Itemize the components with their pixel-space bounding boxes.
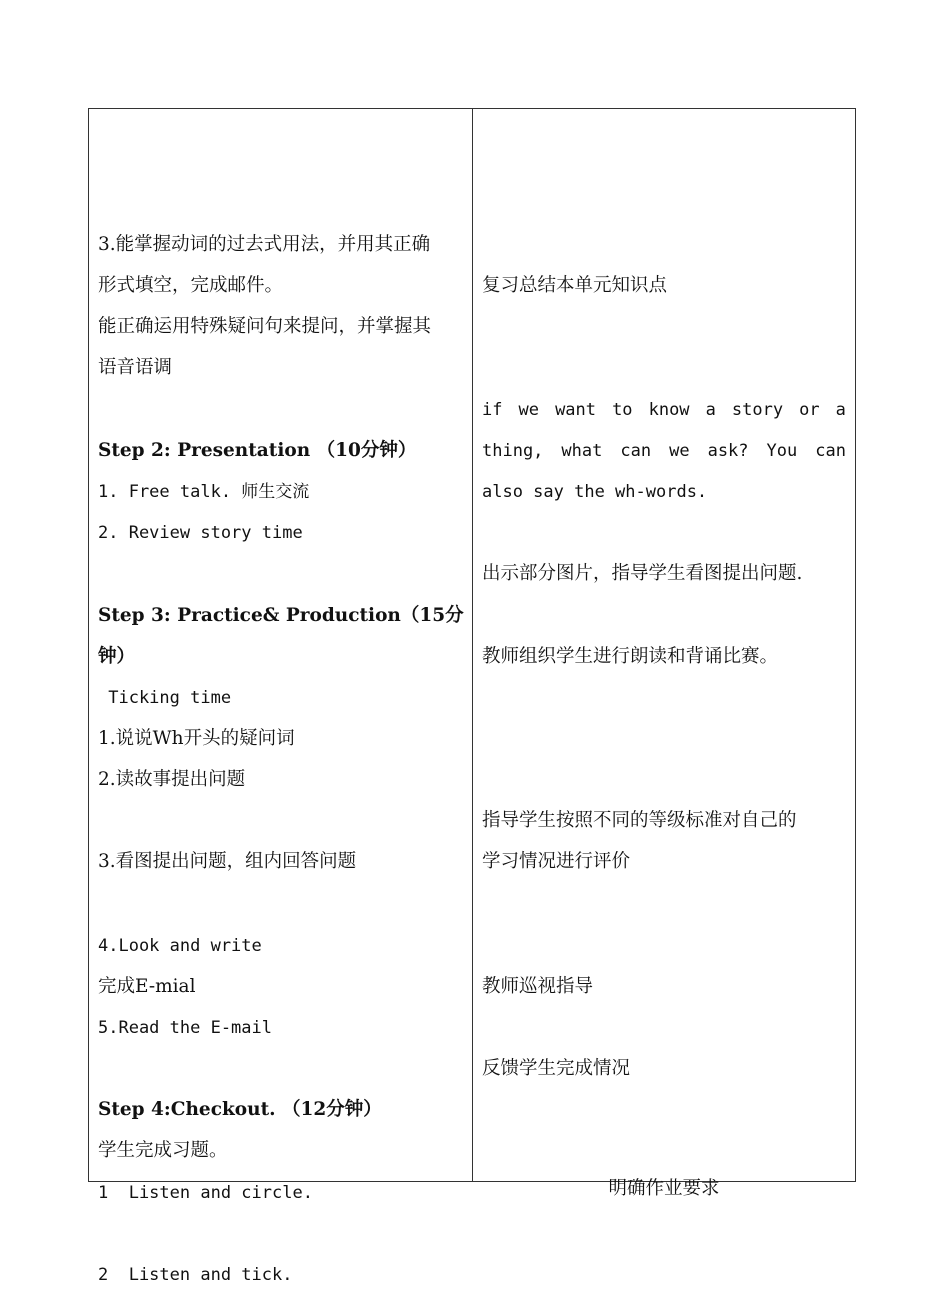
teacher-activities-column [473,109,855,1199]
step4-heading: Step 4:Checkout. （12分钟） [98,1099,382,1120]
question-word: we [518,400,540,420]
step4-intro: 学生完成习题。 [98,1140,228,1161]
step3-item4-sub: 完成E-mial [98,976,196,997]
step3-heading-line1: Step 3: Practice& Production（15分 [98,605,464,626]
evaluation-line1: 指导学生按照不同的等级标准对自己的 [482,810,797,831]
question-word: to [612,400,633,420]
question-line1 [482,398,846,422]
question-word: we [669,441,690,461]
question-word: can [620,441,652,461]
step3-item4: 4.Look and write [98,936,262,956]
step3-ticking-time: Ticking time [98,688,232,708]
question-word: story [731,400,784,420]
lesson-plan-table [88,108,856,1285]
evaluation-line2: 学习情况进行评价 [482,851,631,872]
question-word: You [766,441,798,461]
teaching-steps-column [89,109,473,1285]
step4-item2: 2 Listen and tick. [98,1265,293,1285]
step2-item2: 2. Review story time [98,523,303,543]
question-word: want [555,400,597,420]
question-word: a [835,400,846,420]
question-word: what [561,441,603,461]
step3-heading-line2: 钟） [98,646,136,667]
question-word: thing, [482,441,544,461]
question-word: or [799,400,820,420]
objective-3-line2: 形式填空，完成邮件。 [98,275,284,296]
question-word: a [705,400,716,420]
reading-contest-instruction: 教师组织学生进行朗读和背诵比赛。 [482,646,779,667]
step4-item1: 1 Listen and circle. [98,1183,313,1203]
step2-heading: Step 2: Presentation （10分钟） [98,440,417,461]
question-word: ask? [707,441,749,461]
teacher-patrol: 教师巡视指导 [482,976,594,997]
show-pictures-instruction: 出示部分图片，指导学生看图提出问题. [482,563,803,584]
question-line2 [482,439,846,463]
step2-item1: 1. Free talk. 师生交流 [98,482,310,502]
step3-item2: 2.读故事提出问题 [98,769,246,790]
step3-item3: 3.看图提出问题，组内回答问题 [98,851,357,872]
homework-requirement: 明确作业要求 [608,1178,720,1199]
step3-item5: 5.Read the E-mail [98,1018,272,1038]
objective-4-line2: 语音语调 [98,357,173,378]
question-word: if [482,400,503,420]
question-word: can [815,441,846,461]
step3-item1: 1.说说Wh开头的疑问词 [98,728,295,749]
question-line3: also say the wh-words. [482,482,708,502]
objective-4-line1: 能正确运用特殊疑问句来提问，并掌握其 [98,316,432,337]
feedback: 反馈学生完成情况 [482,1058,631,1079]
question-word: know [648,400,690,420]
review-summary: 复习总结本单元知识点 [482,275,668,296]
objective-3-line1: 3.能掌握动词的过去式用法，并用其正确 [98,234,431,255]
